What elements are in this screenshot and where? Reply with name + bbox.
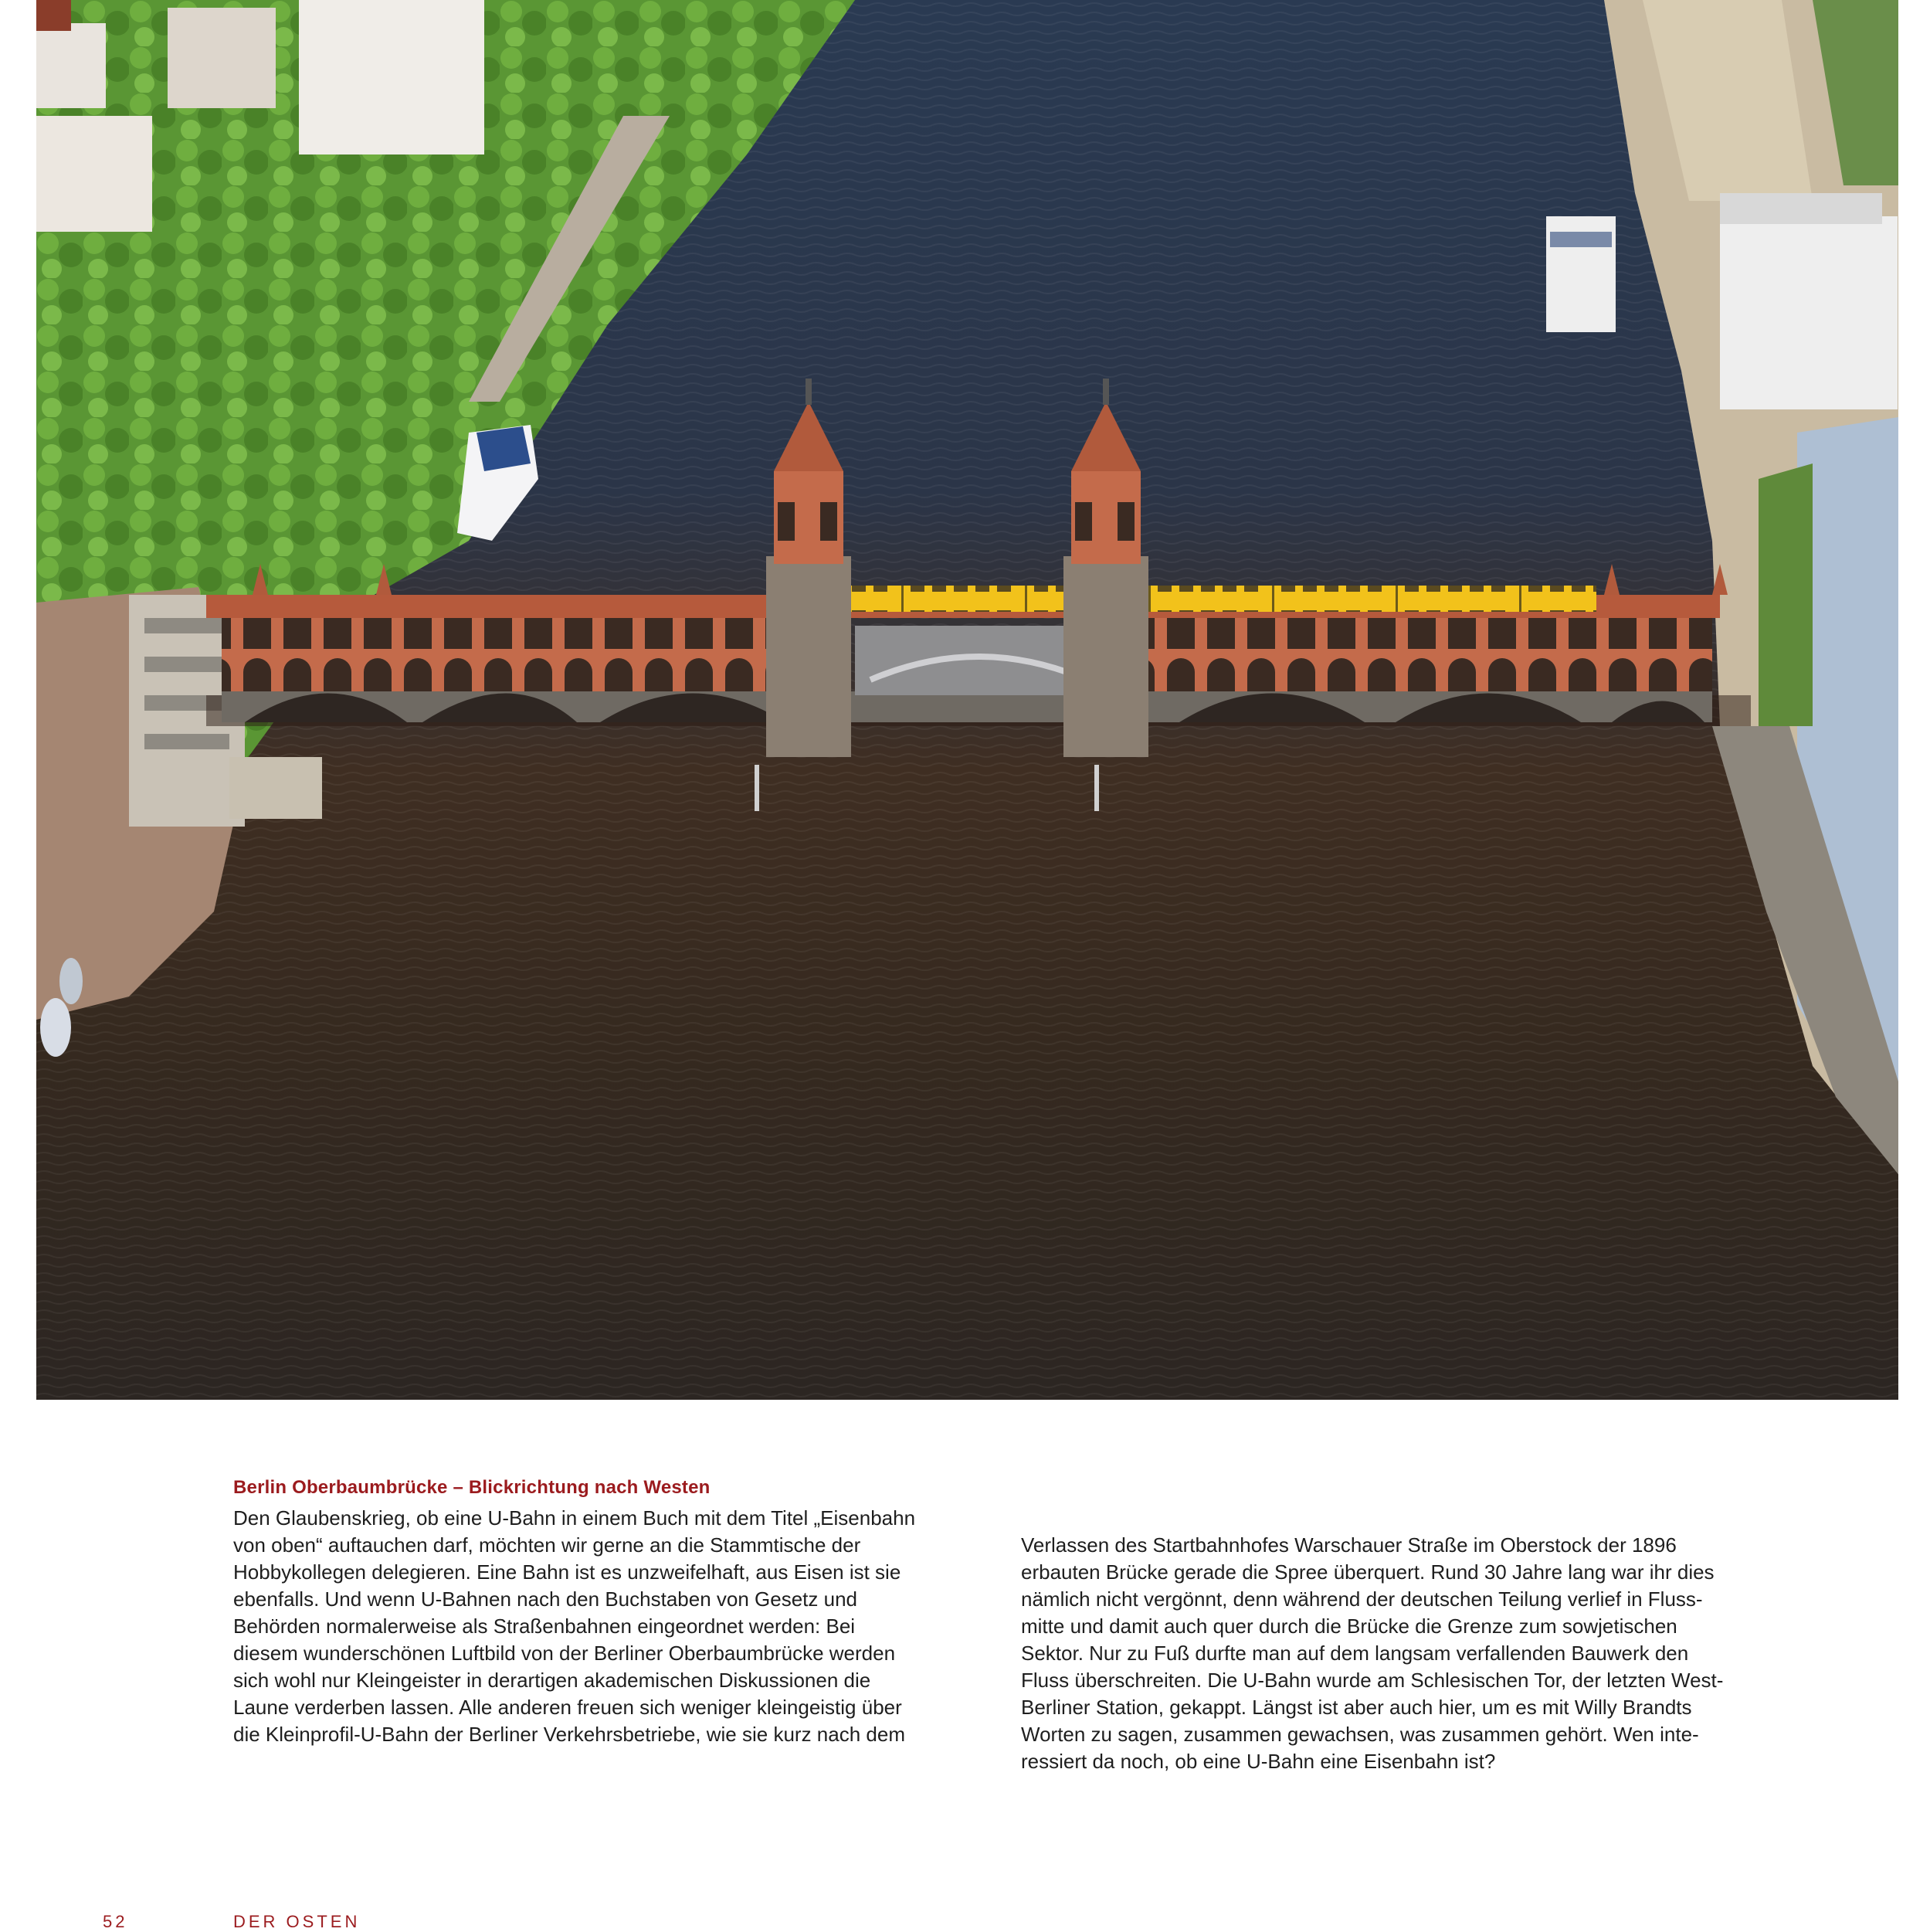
caption-line: die Kleinprofil-U-Bahn der Berliner Verkehrsbetriebe, wie sie kurz nach dem (233, 1723, 905, 1746)
caption-line: mitte und damit auch quer durch die Brücke die Grenze zum sowjetischen (1021, 1615, 1677, 1638)
section-name: DER OSTEN (233, 1912, 361, 1931)
caption-line: Verlassen des Startbahnhofes Warschauer Straße im Oberstock der 1896 (1021, 1533, 1677, 1557)
photo-illustration (36, 0, 1898, 1400)
caption-line: Worten zu sagen, zusammen gewachsen, was zusammen gehört. Wen inte- (1021, 1723, 1699, 1746)
caption-line: Fluss überschreiten. Die U-Bahn wurde am Schlesischen Tor, der letzten West- (1021, 1669, 1724, 1692)
caption-line: diesem wunderschönen Luftbild von der Berliner Oberbaumbrücke werden (233, 1642, 896, 1665)
caption-line: Behörden normalerweise als Straßenbahnen eingeordnet werden: Bei (233, 1615, 856, 1638)
caption-line: Sektor. Nur zu Fuß durfte man auf dem langsam verfallenden Bauwerk den (1021, 1642, 1689, 1665)
caption-line: erbauten Brücke gerade die Spree überquert. Rund 30 Jahre lang war ihr dies (1021, 1560, 1715, 1584)
caption-line: ebenfalls. Und wenn U-Bahnen nach den Buchstaben von Gesetz und (233, 1587, 857, 1611)
caption-text-left-column (233, 1505, 951, 1748)
caption-line: Berliner Station, gekappt. Längst ist aber auch hier, um es mit Willy Brandts (1021, 1696, 1692, 1719)
page-number: 52 (103, 1912, 128, 1931)
caption-line: von oben“ auftauchen darf, möchten wir gerne an die Stammtische der (233, 1533, 861, 1557)
caption-title: Berlin Oberbaumbrücke – Blickrichtung nach Westen (233, 1477, 711, 1498)
caption-text-right-column (1021, 1532, 1739, 1775)
caption-line: Den Glaubenskrieg, ob eine U-Bahn in einem Buch mit dem Titel „Eisenbahn (233, 1506, 916, 1530)
caption-line: sich wohl nur Kleingeister in derartigen akademischen Diskussionen die (233, 1669, 871, 1692)
caption-line: Laune verderben lassen. Alle anderen freuen sich weniger kleingeistig über (233, 1696, 902, 1719)
right-building-speicher (1720, 216, 1898, 409)
caption-line: nämlich nicht vergönnt, denn während der deutschen Teilung verlief in Fluss- (1021, 1587, 1703, 1611)
caption-line: ressiert da noch, ob eine U-Bahn eine Eisenbahn ist? (1021, 1750, 1496, 1773)
caption-line: Hobbykollegen delegieren. Eine Bahn ist es unzweifelhaft, aus Eisen ist sie (233, 1560, 901, 1584)
aerial-photo-oberbaumbruecke (36, 0, 1898, 1400)
